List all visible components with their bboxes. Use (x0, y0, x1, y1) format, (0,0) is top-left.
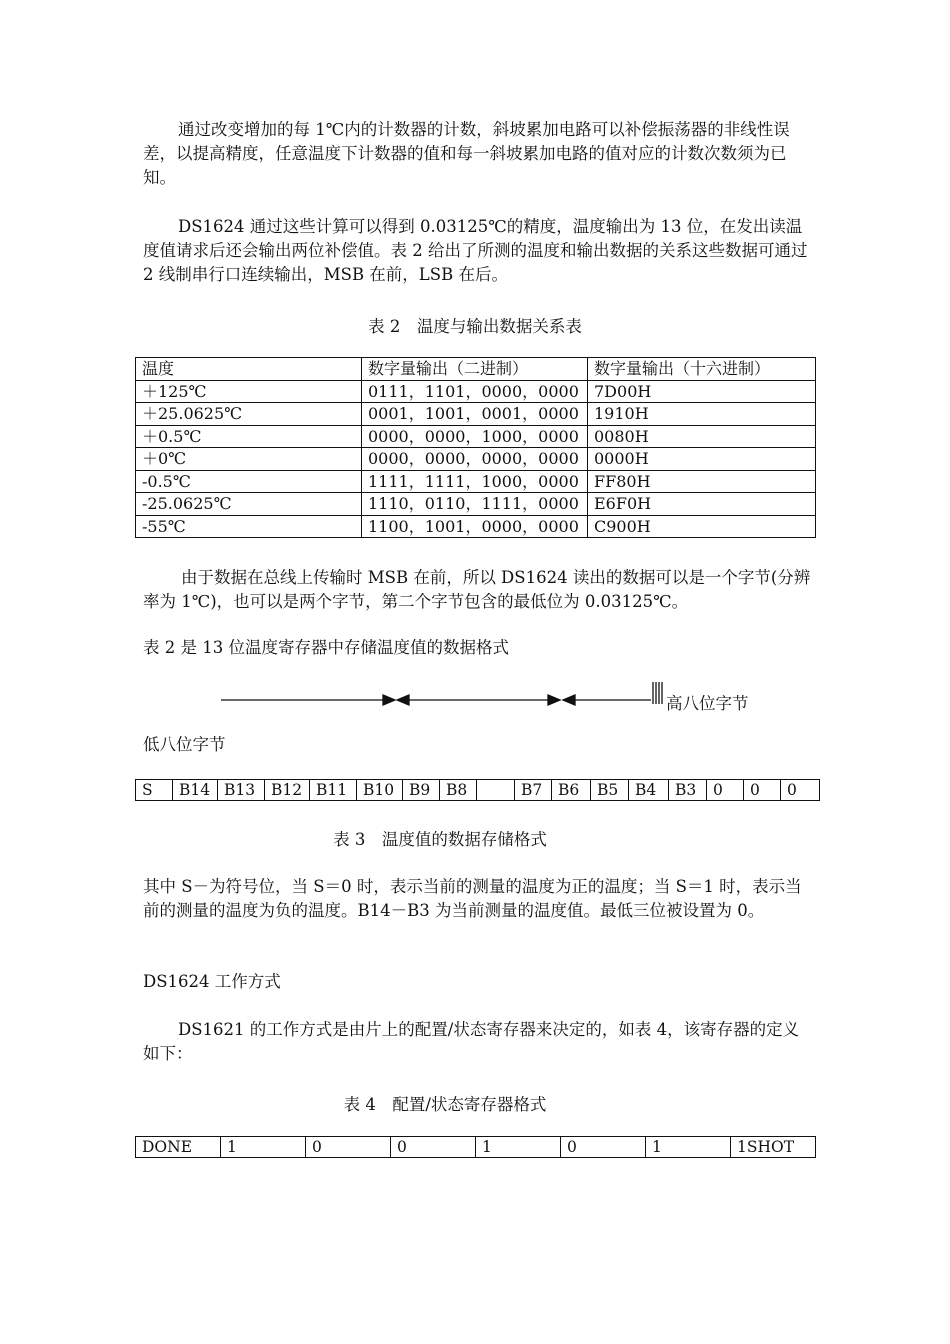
temperature-cell: -55℃ (136, 515, 362, 538)
bit-cell: B10 (357, 780, 403, 801)
arrow-head-left (397, 695, 409, 705)
high-byte-label: 高八位字节 (666, 694, 749, 713)
arrow-head-left (563, 695, 575, 705)
config-cell: 0 (391, 1137, 476, 1158)
table-row (136, 448, 816, 471)
table-row (136, 493, 816, 516)
header-binary-output: 数字量输出（二进制） (362, 358, 588, 381)
binary-cell: 0000，0000，0000，0000 (362, 448, 588, 471)
binary-cell: 0111，1101，0000，0000 (362, 380, 588, 403)
arrow-head-right (383, 695, 395, 705)
hex-cell: C900H (588, 515, 816, 538)
table-row (136, 470, 816, 493)
temperature-cell: ＋25.0625℃ (136, 403, 362, 426)
section-heading-mode: DS1624 工作方式 (143, 972, 281, 991)
binary-cell: 1110，0110，1111，0000 (362, 493, 588, 516)
hex-cell: FF80H (588, 470, 816, 493)
binary-cell: 1100，1001，0000，0000 (362, 515, 588, 538)
hex-cell: 1910H (588, 403, 816, 426)
paragraph-sign-bit: 其中 S－为符号位，当 S＝0 时，表示当前的测量的温度为正的温度；当 S＝1 时，表示当前的测量的温度为负的温度。B14－B3 为当前测量的温度值。最低三位被设置为 0。 (143, 877, 802, 920)
config-cell: 1SHOT (731, 1137, 816, 1158)
config-register-table (135, 1136, 816, 1158)
bit-cell: B4 (629, 780, 669, 801)
bit-cell: B13 (218, 780, 265, 801)
binary-cell: 0001，1001，0001，0000 (362, 403, 588, 426)
temperature-cell: ＋0.5℃ (136, 425, 362, 448)
bit-cell: B14 (173, 780, 218, 801)
bit-cell: 0 (781, 780, 820, 801)
temperature-cell: -25.0625℃ (136, 493, 362, 516)
config-cell: 0 (561, 1137, 646, 1158)
table-row (136, 425, 816, 448)
table-row (136, 380, 816, 403)
binary-cell: 1111，1111，1000，0000 (362, 470, 588, 493)
paragraph-precision: DS1624 通过这些计算可以得到 0.03125℃的精度，温度输出为 13 位，在发出读温度值请求后还会输出两位补偿值。表 2 给出了所测的温度和输出数据的关系这些数据可通过 2 线制串行口连续输出，MSB 在前，LSB 在后。 (143, 217, 808, 284)
bit-cell: 0 (744, 780, 781, 801)
bit-cell: B5 (591, 780, 629, 801)
bit-cell: B11 (310, 780, 357, 801)
temperature-register-table (135, 779, 820, 801)
table-row (136, 515, 816, 538)
paragraph-ramp-accumulator: 通过改变增加的每 1℃内的计数器的计数，斜坡累加电路可以补偿振荡器的非线性误差，以提高精度，任意温度下计数器的值和每一斜坡累加电路的值对应的计数次数须为已知。 (143, 120, 790, 187)
temperature-cell: ＋0℃ (136, 448, 362, 471)
config-cell: DONE (136, 1137, 221, 1158)
temperature-output-table (135, 357, 816, 538)
hex-cell: 0000H (588, 448, 816, 471)
config-cell: 1 (476, 1137, 561, 1158)
low-byte-label: 低八位字节 (143, 735, 226, 754)
hex-cell: 7D00H (588, 380, 816, 403)
temperature-cell: -0.5℃ (136, 470, 362, 493)
bit-cell (477, 780, 515, 801)
table2-caption: 表 2 温度与输出数据关系表 (368, 317, 582, 336)
header-hex-output: 数字量输出（十六进制） (588, 358, 816, 381)
arrow-head-right (548, 695, 560, 705)
bit-cell: B6 (552, 780, 591, 801)
table-row (136, 780, 820, 801)
table4-caption: 表 4 配置/状态寄存器格式 (343, 1095, 547, 1114)
bit-cell: B12 (265, 780, 310, 801)
paragraph-msb-first: 由于数据在总线上传输时 MSB 在前，所以 DS1624 读出的数据可以是一个字节(分辨率为 1℃)，也可以是两个字节，第二个字节包含的最低位为 0.03125℃。 (143, 568, 811, 611)
table-row (136, 403, 816, 426)
table-row (136, 1137, 816, 1158)
bit-cell: 0 (707, 780, 744, 801)
table3-caption: 表 3 温度值的数据存储格式 (333, 830, 547, 849)
hex-cell: E6F0H (588, 493, 816, 516)
table-header-row (136, 358, 816, 381)
temperature-cell: ＋125℃ (136, 380, 362, 403)
bit-cell: B7 (515, 780, 552, 801)
config-cell: 1 (221, 1137, 306, 1158)
paragraph-config-register: DS1621 的工作方式是由片上的配置/状态寄存器来决定的，如表 4，该寄存器的定义如下： (143, 1020, 800, 1063)
binary-cell: 0000，0000，1000，0000 (362, 425, 588, 448)
hex-cell: 0080H (588, 425, 816, 448)
config-cell: 1 (646, 1137, 731, 1158)
bit-cell: B3 (669, 780, 707, 801)
header-temperature: 温度 (136, 358, 362, 381)
bit-cell: B8 (440, 780, 477, 801)
config-cell: 0 (306, 1137, 391, 1158)
bit-cell: B9 (403, 780, 440, 801)
paragraph-table2-format: 表 2 是 13 位温度寄存器中存储温度值的数据格式 (143, 638, 509, 657)
bit-cell: S (136, 780, 173, 801)
